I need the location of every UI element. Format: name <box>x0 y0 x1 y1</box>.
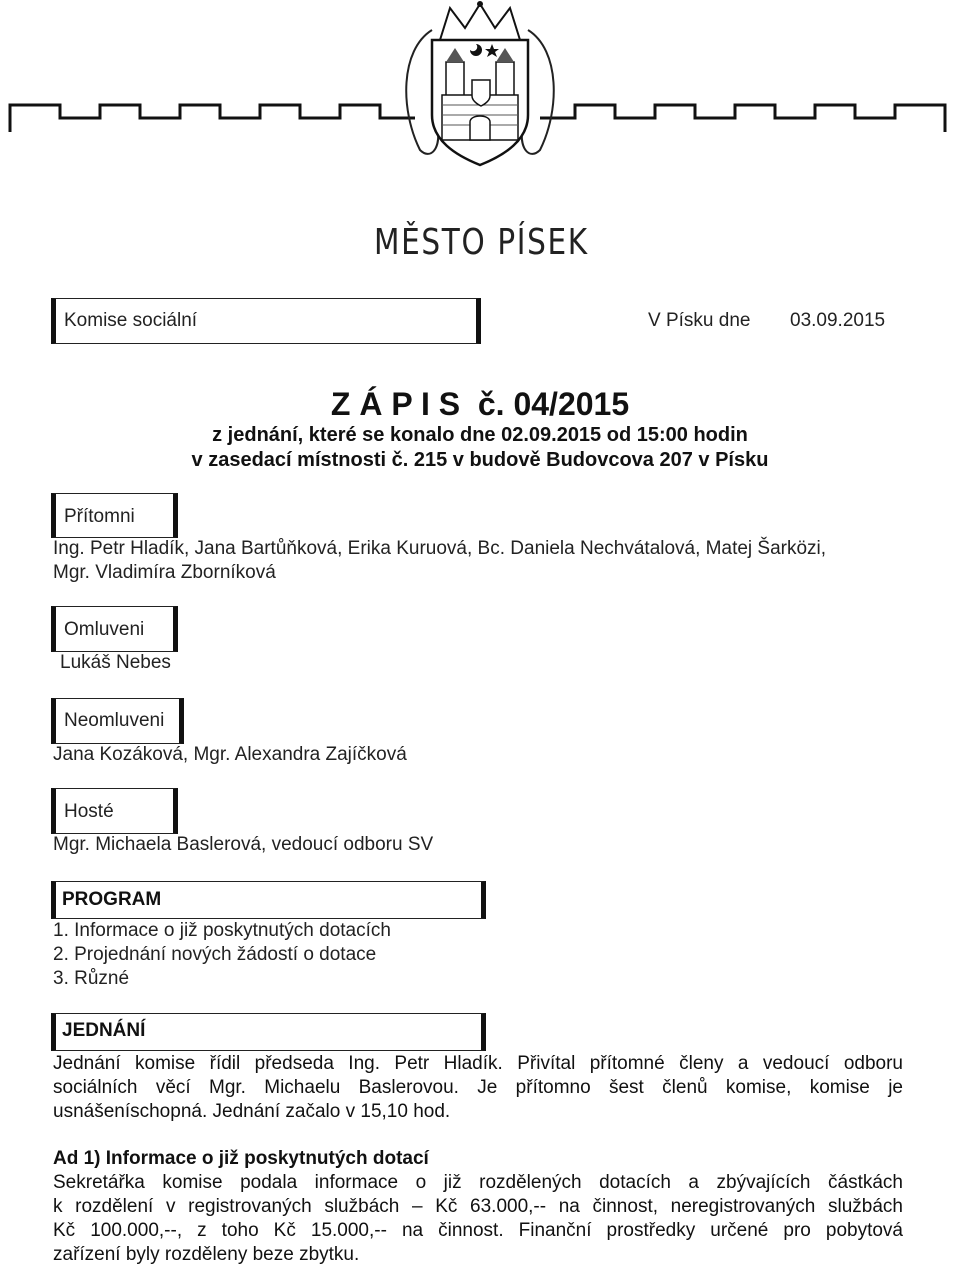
title-subline-2: v zasedací místnosti č. 215 v budově Budovcova 207 v Písku <box>191 449 769 471</box>
ad1-text-line-3: Kč 100.000,--, z toho Kč 15.000,-- na činnost. Finanční prostředky určené pro pobytová <box>53 1220 903 1241</box>
unexcused-names: Jana Kozáková, Mgr. Alexandra Zajíčková <box>53 744 407 765</box>
committee-name: Komise sociální <box>64 310 198 331</box>
ad1-text-line-4: zařízení byly rozděleny beze zbytku. <box>53 1244 360 1265</box>
program-item-1: 1. Informace o již poskytnutých dotacích <box>53 920 391 941</box>
meeting-text-line-2: sociálních věcí Mgr. Michaelu Baslerovou. Je přítomno šest členů komise, komise je <box>53 1077 903 1098</box>
ad1-heading: Ad 1) Informace o již poskytnutých dotací <box>53 1148 429 1169</box>
guests-names: Mgr. Michaela Baslerová, vedoucí odboru SV <box>53 834 434 855</box>
program-item-3: 3. Různé <box>53 968 130 989</box>
present-names-line-1: Ing. Petr Hladík, Jana Bartůňková, Erika Kuruová, Bc. Daniela Nechvátalová, Matej Šarközi, <box>53 538 827 559</box>
present-heading: Přítomni <box>64 506 135 527</box>
meeting-text-line-1: Jednání komise řídil předseda Ing. Petr Hladík. Přivítal přítomné členy a vedoucí odboru <box>53 1053 903 1074</box>
ad1-text-line-1: Sekretářka komise podala informace o již rozdělených dotacích a zbývajících částkách <box>53 1172 903 1193</box>
guests-heading: Hosté <box>64 801 114 822</box>
wall-line-left <box>10 105 415 132</box>
meeting-text-line-3: usnášeníschopná. Jednání začalo v 15,10 hod. <box>53 1101 451 1122</box>
program-heading: PROGRAM <box>62 889 162 910</box>
document-date: 03.09.2015 <box>790 310 886 331</box>
unexcused-heading: Neomluveni <box>64 710 165 731</box>
present-names-line-2: Mgr. Vladimíra Zborníková <box>53 562 276 583</box>
ad1-text-line-2: k rozdělení v registrovaných službách – Kč 63.000,-- na činnost, neregistrovaných službách <box>53 1196 903 1217</box>
meeting-heading: JEDNÁNÍ <box>62 1020 146 1041</box>
excused-names: Lukáš Nebes <box>60 652 171 673</box>
document-title: Z Á P I S č. 04/2015 <box>330 386 630 422</box>
wall-line-right <box>540 105 945 132</box>
excused-heading: Omluveni <box>64 619 145 640</box>
place-date-label: V Písku dne <box>648 310 751 331</box>
city-name: MĚSTO PÍSEK <box>374 222 589 263</box>
program-item-2: 2. Projednání nových žádostí o dotace <box>53 944 377 965</box>
title-subline-1: z jednání, které se konalo dne 02.09.2015 od 15:00 hodin <box>212 424 748 446</box>
